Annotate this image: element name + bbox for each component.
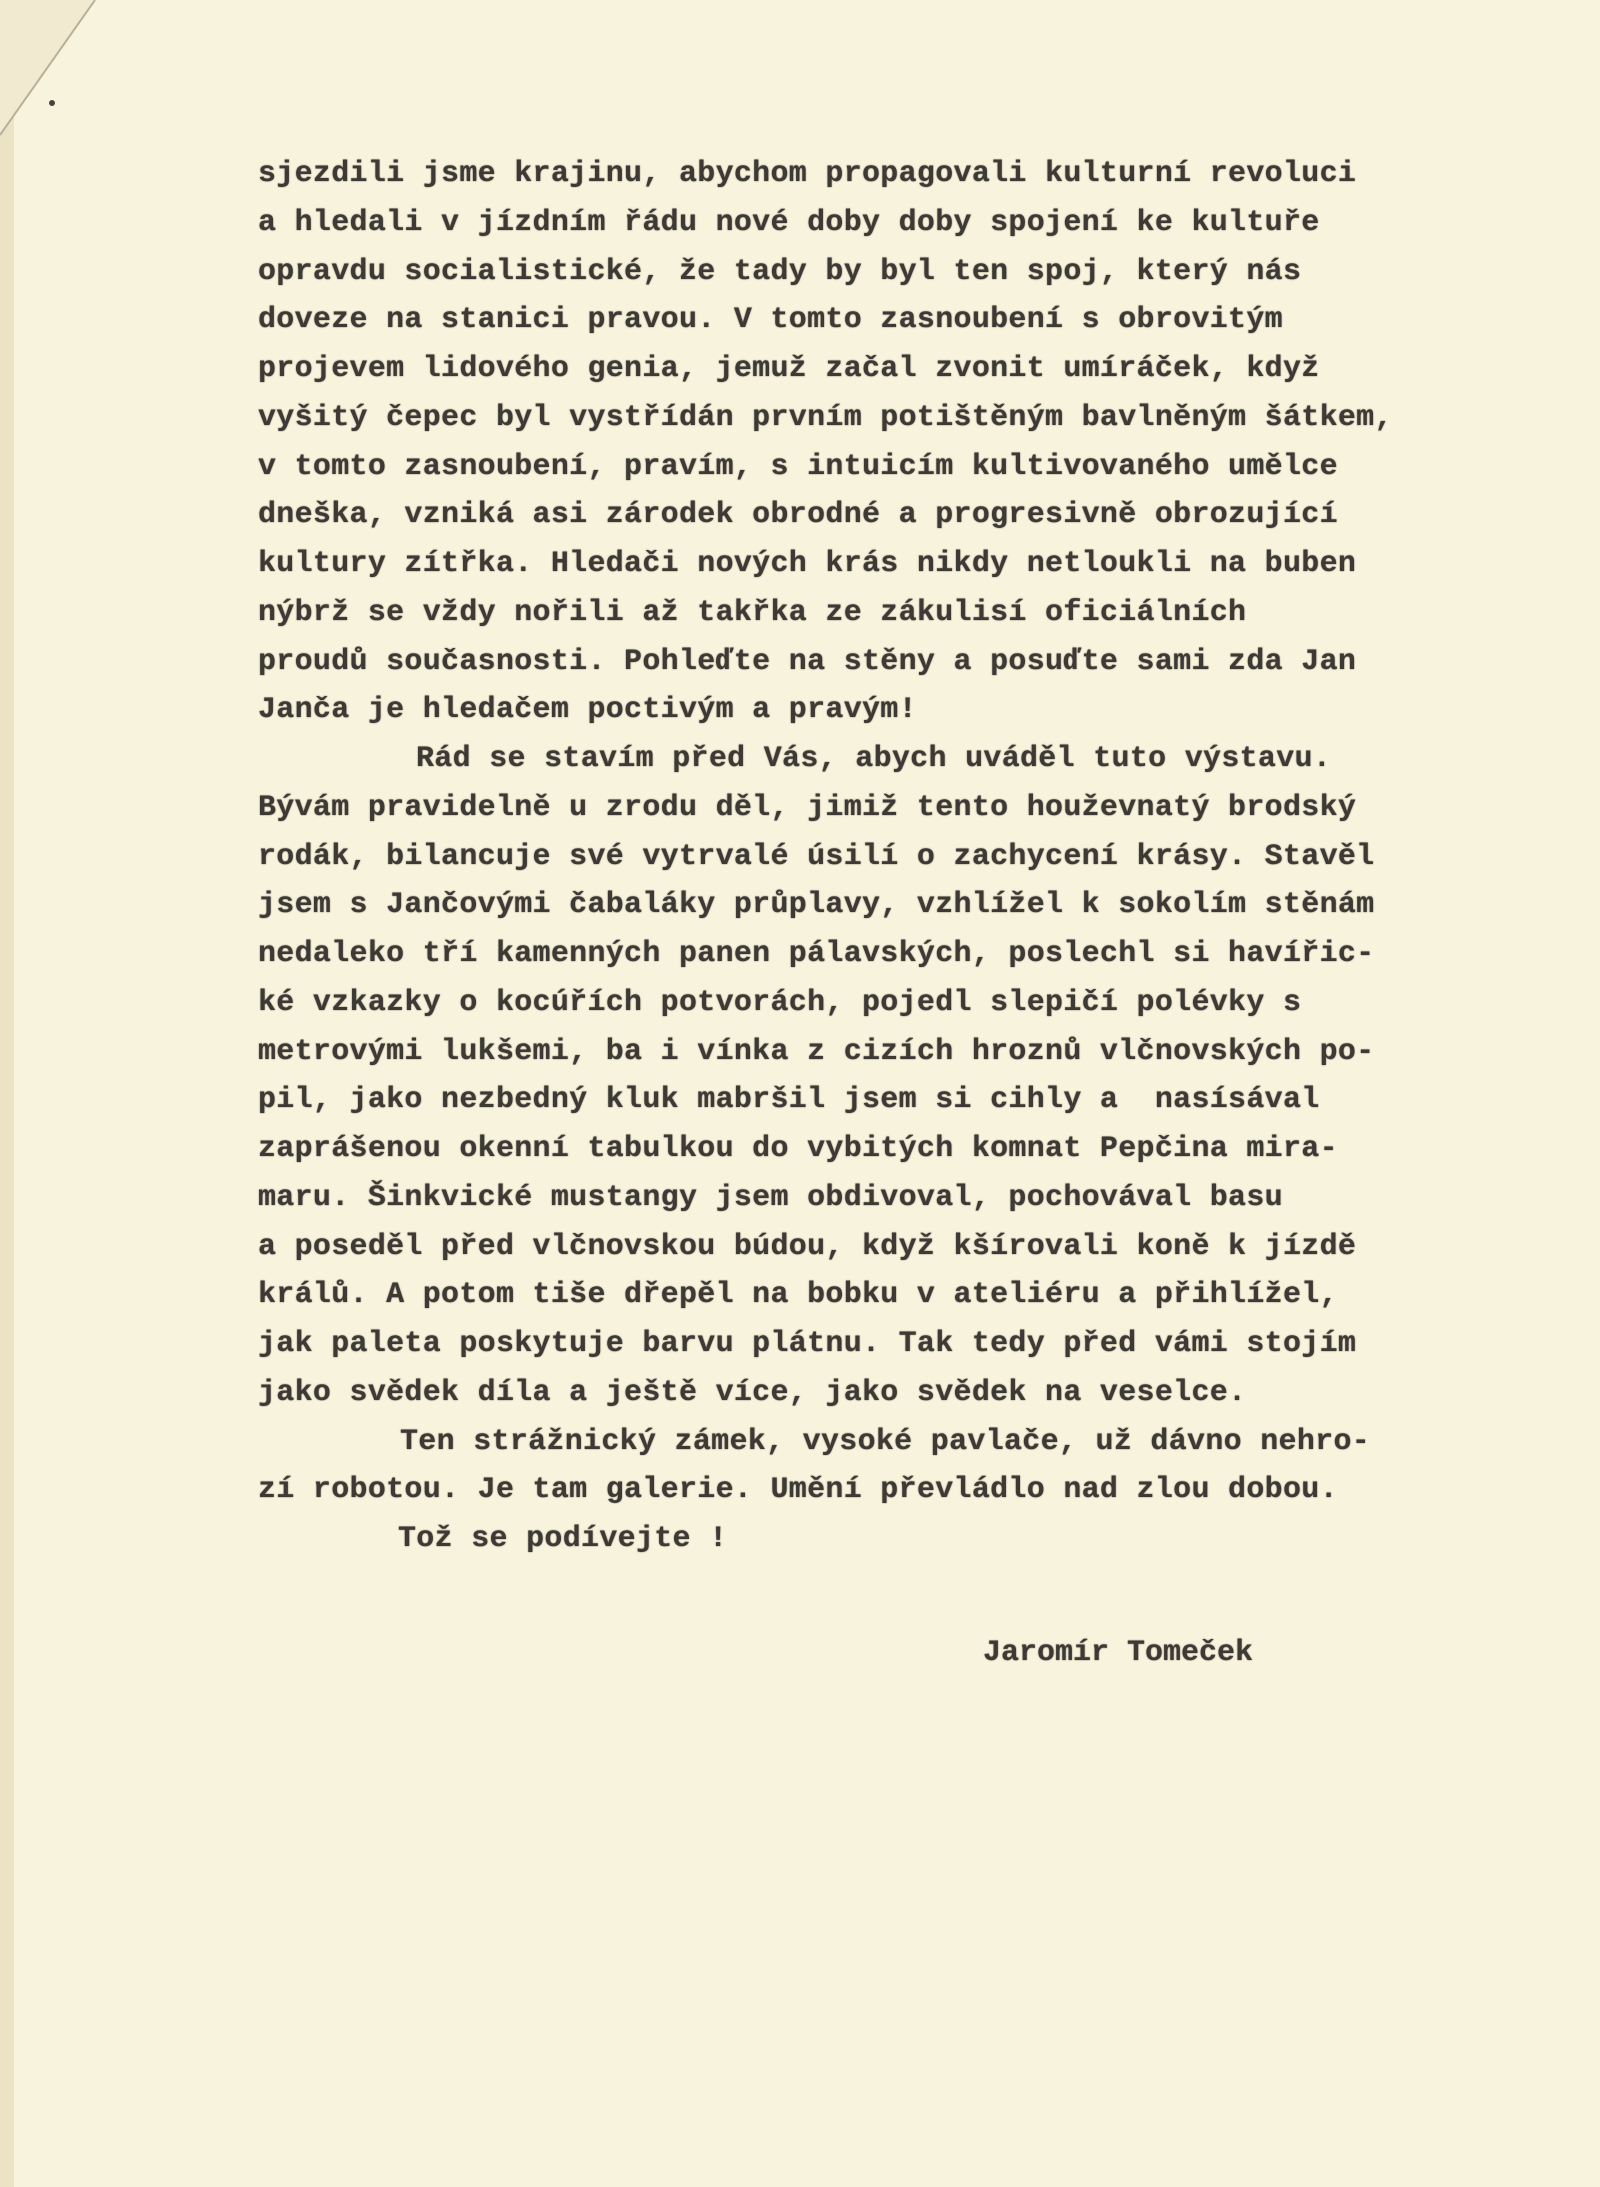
text-line: a hledali v jízdním řádu nové doby doby spojení ke kultuře xyxy=(258,205,1320,240)
text-line: ké vzkazky o kocúřích potvorách, pojedl slepičí polévky s xyxy=(258,985,1302,1020)
text-line: nýbrž se vždy nořili až takřka ze zákulisí oficiálních xyxy=(258,595,1247,630)
text-line: proudů současnosti. Pohleďte na stěny a posuďte sami zda Jan xyxy=(258,644,1357,679)
text-line: nedaleko tří kamenných panen pálavských, poslechl si havířic- xyxy=(258,937,1375,971)
text-line: kultury zítřka. Hledači nových krás nikdy netloukli na buben xyxy=(258,547,1357,581)
author-signature: Jaromír Tomeček xyxy=(983,1636,1254,1670)
text-line: rodák, bilancuje své vytrvalé úsilí o zachycení krásy. Stavěl xyxy=(258,839,1375,874)
typewritten-body xyxy=(258,150,1558,1564)
text-line: a poseděl před vlčnovskou búdou, když kšírovali koně k jízdě xyxy=(258,1229,1357,1264)
text-line: pil, jako nezbedný kluk mabršil jsem si cihly a nasísával xyxy=(258,1083,1320,1118)
text-line: sjezdili jsme krajinu, abychom propagovali kulturní revoluci xyxy=(258,157,1357,191)
text-line: metrovými lukšemi, ba i vínka z cizích hroznů vlčnovských po- xyxy=(258,1034,1375,1069)
text-line: jak paleta poskytuje barvu plátnu. Tak tedy před vámi stojím xyxy=(258,1327,1357,1361)
text-line: dneška, vzniká asi zárodek obrodné a progresivně obrozující xyxy=(258,498,1338,533)
text-line: maru. Šinkvické mustangy jsem obdivoval, pochovával basu xyxy=(258,1180,1283,1215)
text-line: Bývám pravidelně u zrodu děl, jimiž tento houževnatý brodský xyxy=(258,790,1357,825)
text-line: doveze na stanici pravou. V tomto zasnoubení s obrovitým xyxy=(258,303,1283,338)
text-line: Janča je hledačem poctivým a pravým! xyxy=(258,693,917,728)
paragraph-start-line: Ten strážnický zámek, vysoké pavlače, už dávno nehro- xyxy=(400,1424,1371,1459)
text-line: jako svědek díla a ještě více, jako svědek na veselce. xyxy=(258,1375,1247,1410)
paragraph-start-line: Rád se stavím před Vás, abych uváděl tuto výstavu. xyxy=(416,742,1332,776)
text-line: jsem s Jančovými čabaláky průplavy, vzhlížel k sokolím stěnám xyxy=(258,888,1375,923)
text-line: opravdu socialistické, že tady by byl ten spoj, který nás xyxy=(258,254,1302,289)
text-line: králů. A potom tiše dřepěl na bobku v ateliéru a přihlížel, xyxy=(258,1278,1338,1313)
closing-line: Tož se podívejte ! xyxy=(398,1522,728,1556)
text-line: v tomto zasnoubení, pravím, s intuicím kultivovaného umělce xyxy=(258,449,1338,484)
text-line: zí robotou. Je tam galerie. Umění převládlo nad zlou dobou. xyxy=(258,1473,1338,1508)
text-line: vyšitý čepec byl vystřídán prvním potištěným bavlněným šátkem, xyxy=(258,400,1393,435)
text-line: zaprášenou okenní tabulkou do vybitých komnat Pepčina mira- xyxy=(258,1132,1338,1166)
text-line: projevem lidového genia, jemuž začal zvonit umíráček, když xyxy=(258,352,1320,386)
